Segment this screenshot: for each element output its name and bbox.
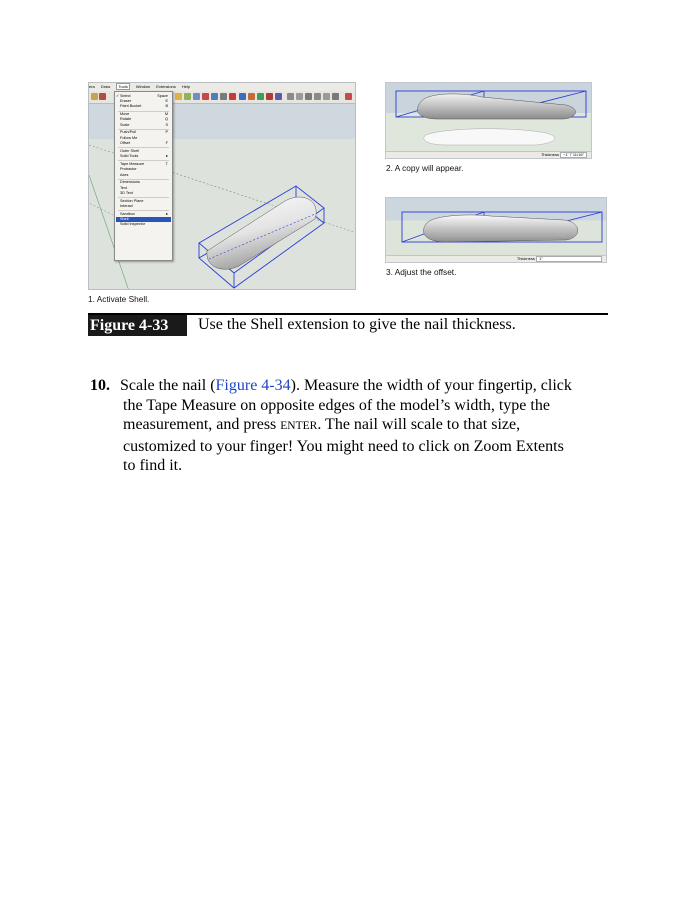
step-line-5: to find it. [123, 457, 183, 474]
menu-item-eraser[interactable] [120, 99, 169, 104]
menu-item-move[interactable] [120, 112, 169, 117]
menu-window[interactable]: Window [135, 84, 151, 89]
front-view-icon[interactable] [305, 93, 312, 100]
menu-item-paint-bucket[interactable] [120, 104, 169, 109]
thickness-label: Thickness [516, 256, 535, 262]
menu-item-solid-inspector[interactable] [120, 222, 169, 227]
menu-item-label: Solid Inspector [120, 222, 146, 227]
screenshot-copy-appears [385, 82, 592, 159]
menu-item-label: Select [120, 93, 131, 98]
enter-key-label: ENTER [280, 420, 318, 432]
menu-item-label: Move [120, 111, 130, 116]
menu-item-label: Protractor [120, 167, 137, 172]
menu-item-section-plane[interactable] [120, 199, 169, 204]
right-view-icon[interactable] [314, 93, 321, 100]
menu-item-shortcut: T [165, 161, 168, 166]
step-line-4: customized to your finger! You might need to click on Zoom Extents [123, 437, 564, 455]
caption-offset: 3. Adjust the offset. [386, 267, 457, 277]
menu-item-shortcut: P [165, 130, 168, 135]
tools-menu [114, 91, 173, 261]
menu-draw[interactable]: Draw [100, 84, 111, 89]
step-number: 10. [90, 377, 110, 394]
menu-item-shortcut: E [165, 98, 168, 103]
menu-item-shortcut: S [165, 122, 168, 127]
previous-view-icon[interactable] [220, 93, 227, 100]
menu-item-label: Dimensions [120, 180, 140, 185]
menu-item-shortcut: ▸ [166, 211, 168, 216]
menu-item-label: Sandbox [120, 211, 135, 216]
menu-item-outer-shell[interactable] [120, 149, 169, 154]
thickness-input[interactable]: 1" [536, 256, 602, 262]
zoom-extents-icon[interactable] [211, 93, 218, 100]
menu-item-shortcut: B [165, 104, 168, 109]
menu-item-label: Outer Shell [120, 148, 139, 153]
menu-item-interact[interactable] [120, 204, 169, 209]
figure-caption: Use the Shell extension to give the nail thickness. [198, 316, 516, 333]
figure-4-34-link[interactable]: Figure 4-34 [215, 377, 291, 394]
menu-item-label: Paint Bucket [120, 104, 142, 109]
thickness-label: Thickness [540, 152, 559, 158]
menu-item-shortcut: Space [157, 93, 168, 98]
step-text: . The nail will scale to that size, [317, 416, 521, 433]
menu-item-label: Shell [120, 216, 129, 221]
menu-item-label: Tape Measure [120, 161, 145, 166]
menu-item-label: Follow Me [120, 135, 138, 140]
screenshot-activate-shell [88, 82, 356, 290]
menu-item-offset[interactable] [120, 141, 169, 146]
menu-item-3d-text[interactable] [120, 191, 169, 196]
style-icon[interactable] [257, 93, 264, 100]
left-view-icon[interactable] [332, 93, 339, 100]
menu-item-label: Interact [120, 203, 133, 208]
menu-item-protractor[interactable] [120, 167, 169, 172]
eraser-tool-icon[interactable] [99, 93, 106, 100]
menu-item-select[interactable] [116, 93, 169, 99]
select-tool-icon[interactable] [91, 93, 98, 100]
menu-item-axes[interactable] [120, 173, 169, 178]
offset-viewport [386, 198, 607, 263]
step-line-1 [120, 376, 610, 396]
zoom-window-icon[interactable] [184, 93, 191, 100]
nail-copy [424, 129, 555, 145]
menu-item-shortcut: Q [165, 117, 168, 122]
top-view-icon[interactable] [296, 93, 303, 100]
menu-item-follow-me[interactable] [120, 136, 169, 141]
scene-icon[interactable] [275, 93, 282, 100]
ruby-icon[interactable] [345, 93, 352, 100]
menu-item-shortcut: M [164, 111, 168, 116]
caption-copy: 2. A copy will appear. [386, 163, 464, 173]
menu-item-shell[interactable] [116, 217, 171, 222]
back-view-icon[interactable] [323, 93, 330, 100]
step-line-3 [123, 415, 610, 437]
orbit-icon[interactable] [193, 93, 200, 100]
status-bar [386, 151, 591, 158]
layer-icon[interactable] [266, 93, 273, 100]
menu-item-label: Offset [120, 141, 131, 146]
menu-item-dimensions[interactable] [120, 180, 169, 185]
status-bar [386, 255, 606, 262]
pan-icon[interactable] [202, 93, 209, 100]
menu-edit[interactable]: era [89, 84, 95, 89]
menu-item-label: Axes [120, 172, 129, 177]
zoom-icon[interactable] [175, 93, 182, 100]
menu-item-shortcut: ▸ [166, 154, 168, 159]
copy-viewport [386, 83, 592, 159]
menu-item-label: Section Plane [120, 198, 144, 203]
menu-item-text[interactable] [120, 186, 169, 191]
screenshot-adjust-offset [385, 197, 607, 263]
menu-item-label: Solid Tools [120, 154, 139, 159]
close-x-icon[interactable] [229, 93, 236, 100]
figure-label: Figure 4-33 [88, 315, 187, 336]
menu-item-shortcut: F [165, 141, 168, 146]
menu-extensions[interactable]: Extensions [156, 84, 176, 89]
menu-item-push-pull[interactable] [120, 130, 169, 135]
menu-item-label: 3D Text [120, 190, 133, 195]
step-10 [90, 376, 610, 476]
nail-thick [423, 215, 577, 242]
material-icon[interactable] [248, 93, 255, 100]
caption-activate-shell: 1. Activate Shell. [88, 294, 150, 304]
step-text: measurement, and press [123, 416, 281, 433]
menu-item-rotate[interactable] [120, 117, 169, 122]
nail-model [207, 197, 316, 269]
menu-item-label: Rotate [120, 117, 132, 122]
nail-model [417, 94, 575, 119]
menu-item-label: Eraser [120, 98, 132, 103]
step-text: Scale the nail ( [120, 377, 216, 394]
menu-tools[interactable]: Tools [118, 84, 128, 89]
menu-item-label: Text [120, 185, 127, 190]
menu-item-label: Push/Pull [120, 130, 137, 135]
thickness-input[interactable]: ~1' 7 11/16" [560, 152, 587, 158]
menu-item-sandbox[interactable] [120, 212, 169, 217]
menu-item-scale[interactable] [120, 123, 169, 128]
menu-item-tape-measure[interactable] [120, 162, 169, 167]
iso-view-icon[interactable] [287, 93, 294, 100]
component-icon[interactable] [239, 93, 246, 100]
step-line-2: the Tape Measure on opposite edges of the model’s width, type the [123, 396, 550, 414]
menu-help[interactable]: Help [181, 84, 191, 89]
menu-item-label: Scale [120, 122, 130, 127]
check-icon: ✓ [116, 93, 120, 98]
step-text: ). Measure the width of your fingertip, click [290, 377, 572, 394]
menu-item-solid-tools[interactable] [120, 154, 169, 159]
